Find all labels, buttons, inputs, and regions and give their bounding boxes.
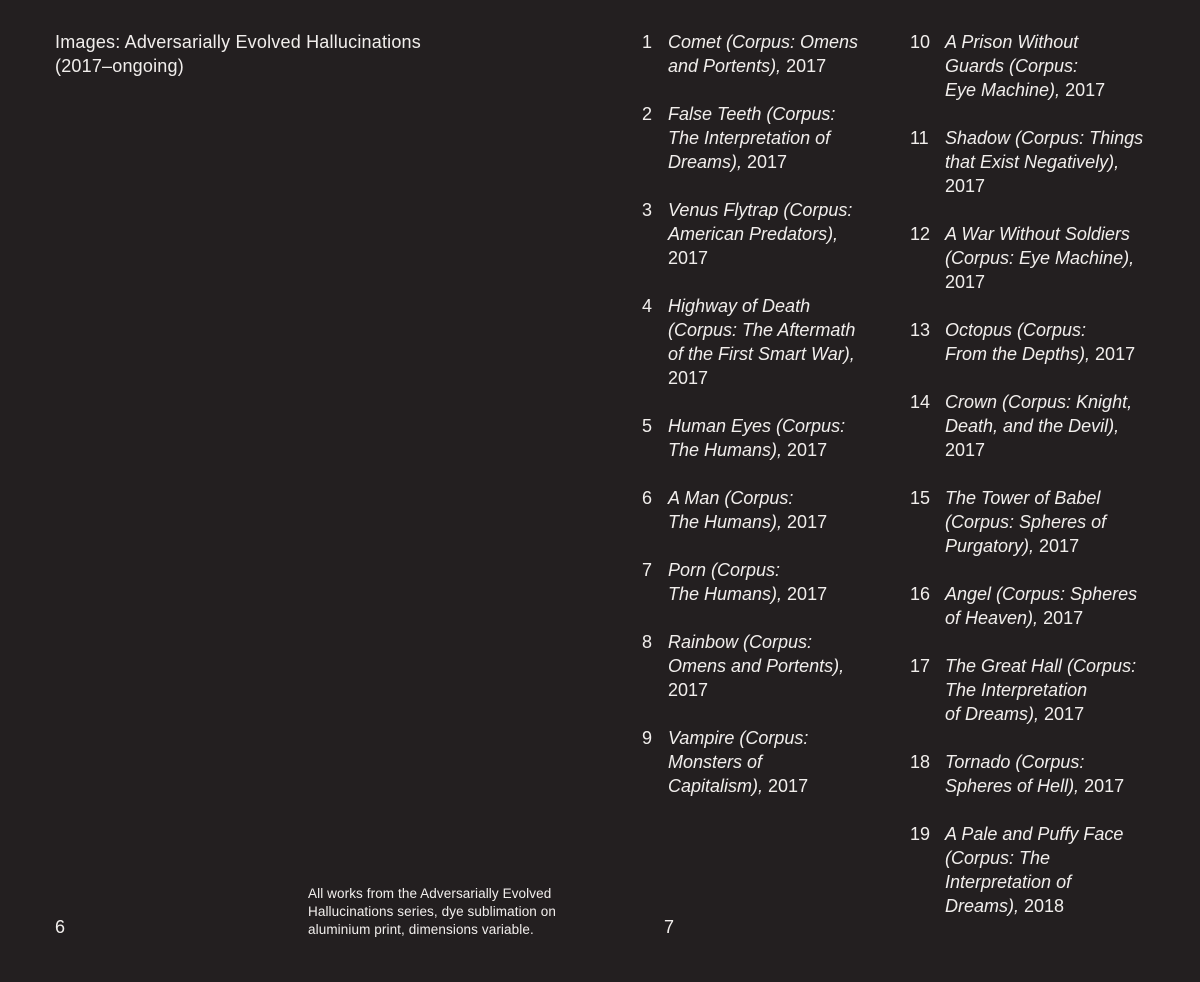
item-number: 16	[910, 584, 931, 604]
image-list-column-2	[910, 30, 1190, 942]
item-title-line: Rainbow (Corpus:	[668, 632, 813, 652]
item-title-line: Angel (Corpus: Spheres	[945, 584, 1138, 604]
item-text	[945, 654, 1136, 726]
item-title-line: and Portents), 2017	[668, 56, 827, 76]
item-title-line: Monsters of	[668, 752, 763, 772]
item-year: 2017	[1039, 704, 1085, 724]
item-title-line: Human Eyes (Corpus:	[668, 416, 846, 436]
list-item	[642, 486, 892, 534]
item-title-line: The Interpretation	[945, 680, 1088, 700]
item-title-line: Eye Machine), 2017	[945, 80, 1106, 100]
image-list-column-1	[642, 30, 892, 822]
page-title-line1: Images: Adversarially Evolved Hallucinations	[55, 32, 421, 52]
list-item	[642, 726, 892, 798]
item-number: 1	[642, 32, 653, 52]
item-title-line: (Corpus: Eye Machine),	[945, 248, 1135, 268]
page-number-right: 7	[664, 917, 675, 937]
item-text	[945, 750, 1124, 798]
item-year: 2017	[668, 368, 709, 388]
item-title-line: Dreams), 2018	[945, 896, 1065, 916]
item-number: 4	[642, 296, 653, 316]
item-year: 2017	[763, 776, 809, 796]
list-item	[642, 414, 892, 462]
item-year: 2018	[1019, 896, 1065, 916]
list-item	[642, 558, 892, 606]
item-title-line: The Tower of Babel	[945, 488, 1101, 508]
item-number: 8	[642, 632, 653, 652]
item-title-line: Tornado (Corpus:	[945, 752, 1085, 772]
item-text	[945, 126, 1143, 198]
list-item	[910, 822, 1190, 918]
item-title-line: The Humans), 2017	[668, 584, 828, 604]
item-number: 18	[910, 752, 931, 772]
item-text	[668, 414, 845, 462]
page-title	[55, 30, 421, 78]
item-title-line: A Man (Corpus:	[668, 488, 794, 508]
item-text	[668, 102, 835, 174]
item-year: 2017	[1090, 344, 1136, 364]
list-item	[642, 102, 892, 174]
item-year: 2017	[668, 680, 709, 700]
item-title-line: Shadow (Corpus: Things	[945, 128, 1144, 148]
item-number: 19	[910, 824, 931, 844]
item-number: 12	[910, 224, 931, 244]
item-title-line: The Humans), 2017	[668, 512, 828, 532]
item-number: 11	[910, 128, 929, 148]
item-title-line: Purgatory), 2017	[945, 536, 1080, 556]
list-item	[910, 654, 1190, 726]
item-title-line: From the Depths), 2017	[945, 344, 1136, 364]
item-number: 13	[910, 320, 931, 340]
item-year: 2017	[742, 152, 788, 172]
item-number: 10	[910, 32, 931, 52]
item-title-line: Death, and the Devil),	[945, 416, 1120, 436]
list-item	[910, 126, 1190, 198]
item-text	[668, 630, 844, 702]
item-title-line: Comet (Corpus: Omens	[668, 32, 859, 52]
item-title-line: The Interpretation of	[668, 128, 831, 148]
item-title-line: Omens and Portents),	[668, 656, 845, 676]
item-title-line: The Great Hall (Corpus:	[945, 656, 1137, 676]
item-text	[945, 318, 1135, 366]
item-year: 2017	[1079, 776, 1125, 796]
item-number: 5	[642, 416, 653, 436]
list-item	[910, 582, 1190, 630]
item-text	[945, 30, 1105, 102]
item-title-line: False Teeth (Corpus:	[668, 104, 836, 124]
item-number: 2	[642, 104, 653, 124]
list-item	[910, 222, 1190, 294]
item-year: 2017	[945, 440, 986, 460]
item-number: 17	[910, 656, 931, 676]
caption-line: Hallucinations series, dye sublimation on	[308, 904, 556, 919]
list-item	[910, 750, 1190, 798]
item-title-line: that Exist Negatively),	[945, 152, 1120, 172]
item-title-line: Octopus (Corpus:	[945, 320, 1087, 340]
list-item	[910, 390, 1190, 462]
caption-line: All works from the Adversarially Evolved	[308, 886, 552, 901]
item-year: 2017	[668, 248, 709, 268]
item-number: 3	[642, 200, 653, 220]
item-title-line: Venus Flytrap (Corpus:	[668, 200, 853, 220]
item-text	[945, 582, 1137, 630]
item-title-line: Highway of Death	[668, 296, 811, 316]
caption-line: aluminium print, dimensions variable.	[308, 922, 534, 937]
item-text	[945, 390, 1132, 462]
item-text	[668, 486, 827, 534]
item-number: 14	[910, 392, 931, 412]
item-year: 2017	[1034, 536, 1080, 556]
item-title-line: Interpretation of	[945, 872, 1072, 892]
item-year: 2017	[782, 584, 828, 604]
item-number: 15	[910, 488, 931, 508]
item-year: 2017	[945, 176, 986, 196]
item-year: 2017	[1060, 80, 1106, 100]
item-text	[668, 294, 855, 390]
item-year: 2017	[945, 272, 986, 292]
item-number: 7	[642, 560, 653, 580]
list-item	[642, 294, 892, 390]
item-number: 6	[642, 488, 653, 508]
item-title-line: of Heaven), 2017	[945, 608, 1084, 628]
item-number: 9	[642, 728, 653, 748]
item-title-line: Capitalism), 2017	[668, 776, 809, 796]
item-text	[945, 822, 1123, 918]
item-title-line: Spheres of Hell), 2017	[945, 776, 1125, 796]
item-text	[668, 30, 858, 78]
item-text	[668, 726, 808, 798]
list-item	[642, 198, 892, 270]
item-title-line: The Humans), 2017	[668, 440, 828, 460]
item-title-line: Vampire (Corpus:	[668, 728, 809, 748]
list-item	[642, 630, 892, 702]
item-title-line: Dreams), 2017	[668, 152, 788, 172]
item-title-line: A Pale and Puffy Face	[945, 824, 1124, 844]
item-title-line: A War Without Soldiers	[945, 224, 1130, 244]
item-year: 2017	[782, 512, 828, 532]
list-item	[910, 30, 1190, 102]
item-text	[668, 558, 827, 606]
caption	[308, 885, 556, 939]
page-number-left: 6	[55, 917, 66, 937]
page-title-line2: (2017–ongoing)	[55, 56, 184, 76]
item-title-line: Porn (Corpus:	[668, 560, 781, 580]
item-year: 2017	[1038, 608, 1084, 628]
item-title-line: (Corpus: Spheres of	[945, 512, 1107, 532]
item-text	[945, 222, 1134, 294]
item-year: 2017	[781, 56, 827, 76]
item-text	[945, 486, 1106, 558]
item-title-line: of the First Smart War),	[668, 344, 855, 364]
item-text	[668, 198, 852, 270]
item-title-line: Guards (Corpus:	[945, 56, 1079, 76]
list-item	[910, 318, 1190, 366]
item-title-line: (Corpus: The Aftermath	[668, 320, 856, 340]
list-item	[642, 30, 892, 78]
item-title-line: A Prison Without	[945, 32, 1079, 52]
item-title-line: of Dreams), 2017	[945, 704, 1085, 724]
item-title-line: (Corpus: The	[945, 848, 1051, 868]
item-title-line: American Predators),	[668, 224, 839, 244]
item-title-line: Crown (Corpus: Knight,	[945, 392, 1133, 412]
list-item	[910, 486, 1190, 558]
item-year: 2017	[782, 440, 828, 460]
